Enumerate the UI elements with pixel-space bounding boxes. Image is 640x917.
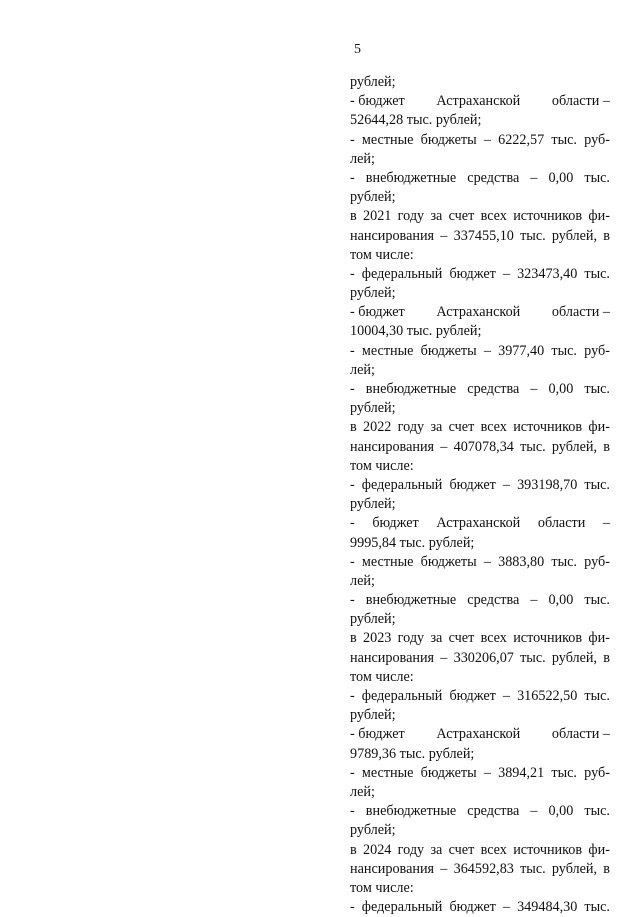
text-segment: средства bbox=[467, 803, 520, 820]
text-segment: тыс. bbox=[551, 342, 577, 359]
text-line bbox=[350, 265, 610, 284]
text-segment: тыс. bbox=[584, 803, 610, 820]
text-segment: нансирования bbox=[350, 227, 435, 244]
text-segment: рублей, bbox=[551, 438, 598, 455]
text-segment: том числе: bbox=[350, 668, 414, 685]
text-line bbox=[350, 783, 610, 802]
text-segment: источников bbox=[513, 208, 583, 225]
text-line bbox=[350, 629, 610, 648]
text-segment: тыс. bbox=[584, 688, 610, 704]
text-segment: фи- bbox=[588, 841, 610, 858]
text-line bbox=[350, 514, 610, 533]
text-segment: в bbox=[603, 438, 610, 455]
text-segment: лей; bbox=[350, 572, 375, 589]
text-segment: – bbox=[440, 649, 448, 666]
text-segment: руб- bbox=[584, 764, 610, 781]
text-line bbox=[350, 495, 610, 514]
text-segment: тыс. bbox=[520, 649, 546, 666]
document-text-column bbox=[350, 73, 610, 917]
text-segment: Астраханской bbox=[436, 304, 521, 321]
text-segment: тыс. bbox=[584, 265, 610, 282]
text-segment: внебюджетные bbox=[365, 592, 457, 609]
text-line bbox=[350, 418, 610, 437]
text-segment: - bbox=[350, 803, 355, 820]
text-segment: – bbox=[502, 688, 511, 704]
text-segment: рублей; bbox=[350, 400, 396, 417]
text-segment: в bbox=[603, 649, 610, 666]
text-segment: - bbox=[350, 265, 355, 282]
text-segment: счет bbox=[448, 208, 475, 225]
text-segment: - bbox=[350, 688, 355, 704]
page-number: 5 bbox=[354, 42, 361, 57]
text-segment: тыс. bbox=[584, 381, 610, 397]
text-segment: за bbox=[430, 208, 443, 225]
text-segment: 364592,83 bbox=[453, 860, 514, 877]
text-segment: в bbox=[350, 630, 357, 647]
text-segment: бюджет bbox=[372, 515, 419, 532]
text-segment: году bbox=[397, 419, 425, 436]
text-segment: 407078,34 bbox=[453, 438, 514, 455]
text-line bbox=[350, 73, 610, 92]
text-segment: – bbox=[530, 381, 538, 397]
text-segment: области – bbox=[551, 304, 610, 321]
text-line bbox=[350, 898, 610, 917]
text-segment: в bbox=[603, 860, 610, 877]
text-segment: – bbox=[440, 438, 448, 455]
text-segment: 316522,50 bbox=[517, 688, 578, 704]
text-line bbox=[350, 821, 610, 840]
text-segment: году bbox=[397, 841, 425, 858]
text-segment: области – bbox=[551, 93, 610, 110]
text-segment: внебюджетные bbox=[365, 169, 457, 186]
text-segment: - bbox=[350, 476, 355, 493]
text-line bbox=[350, 246, 610, 265]
text-segment: фи- bbox=[588, 419, 610, 436]
text-line bbox=[350, 725, 610, 744]
text-segment: Астраханской bbox=[436, 726, 521, 743]
text-segment: - bbox=[350, 764, 355, 781]
text-segment: тыс. bbox=[551, 764, 577, 781]
text-segment: - bbox=[350, 342, 355, 359]
text-segment: федеральный bbox=[361, 899, 443, 916]
text-segment: тыс. bbox=[520, 438, 546, 455]
text-segment: – bbox=[502, 476, 511, 493]
text-segment: рублей, bbox=[551, 860, 598, 877]
text-segment: - бюджет bbox=[350, 93, 405, 110]
text-segment: 9789,36 тыс. рублей; bbox=[350, 745, 475, 762]
text-segment: – bbox=[530, 803, 538, 820]
text-segment: – bbox=[602, 515, 610, 532]
text-segment: 3883,80 bbox=[498, 553, 545, 570]
text-segment: за bbox=[430, 419, 443, 436]
text-segment: Астраханской bbox=[436, 93, 521, 110]
text-line bbox=[350, 706, 610, 725]
text-segment: – bbox=[440, 227, 448, 244]
text-segment: - bbox=[350, 553, 355, 570]
text-segment: 393198,70 bbox=[517, 476, 578, 493]
text-segment: 0,00 bbox=[548, 381, 574, 397]
text-segment: федеральный bbox=[361, 688, 443, 704]
text-line bbox=[350, 457, 610, 476]
text-segment: тыс. bbox=[584, 476, 610, 493]
text-segment: том числе: bbox=[350, 457, 414, 474]
text-segment: - bbox=[350, 131, 355, 148]
text-segment: источников bbox=[513, 630, 583, 647]
text-segment: 2021 bbox=[363, 208, 392, 225]
text-segment: Астраханской bbox=[436, 515, 521, 532]
text-line bbox=[350, 361, 610, 380]
text-segment: – bbox=[483, 342, 491, 359]
text-segment: 330206,07 bbox=[453, 649, 514, 666]
text-line bbox=[350, 802, 610, 821]
text-line bbox=[350, 879, 610, 898]
text-segment: 0,00 bbox=[548, 803, 574, 820]
text-segment: руб- bbox=[584, 342, 610, 359]
text-segment: в bbox=[350, 208, 357, 225]
text-segment: руб- bbox=[584, 131, 610, 148]
text-segment: - bbox=[350, 899, 355, 916]
text-segment: тыс. bbox=[520, 227, 546, 244]
text-line bbox=[350, 553, 610, 572]
text-segment: всех bbox=[480, 419, 507, 436]
text-segment: 9995,84 тыс. рублей; bbox=[350, 534, 475, 551]
text-segment: области – bbox=[551, 726, 610, 743]
text-segment: лей; bbox=[350, 361, 375, 378]
text-segment: том числе: bbox=[350, 879, 414, 896]
text-segment: источников bbox=[513, 841, 583, 858]
text-segment: в bbox=[350, 419, 357, 436]
text-segment: рублей; bbox=[350, 285, 396, 302]
text-segment: – bbox=[440, 860, 448, 877]
text-segment: счет bbox=[448, 630, 475, 647]
text-segment: рублей; bbox=[350, 74, 396, 90]
text-line bbox=[350, 745, 610, 764]
text-line bbox=[350, 399, 610, 418]
text-segment: внебюджетные bbox=[365, 381, 457, 397]
text-segment: за bbox=[430, 841, 443, 858]
text-segment: рублей; bbox=[350, 611, 396, 628]
text-segment: лей; bbox=[350, 783, 375, 800]
text-segment: - bbox=[350, 592, 355, 609]
text-line bbox=[350, 476, 610, 495]
text-segment: рублей, bbox=[551, 227, 598, 244]
text-segment: – bbox=[502, 899, 511, 916]
text-segment: бюджеты bbox=[420, 131, 477, 148]
text-segment: – bbox=[530, 169, 538, 186]
text-segment: бюджет bbox=[449, 265, 496, 282]
text-segment: фи- bbox=[588, 630, 610, 647]
text-line bbox=[350, 668, 610, 687]
text-segment: бюджет bbox=[449, 688, 496, 704]
text-segment: рублей; bbox=[350, 707, 396, 724]
text-segment: 10004,30 тыс. рублей; bbox=[350, 323, 482, 340]
text-segment: – bbox=[483, 131, 491, 148]
text-segment: 0,00 bbox=[548, 592, 574, 609]
text-segment: 323473,40 bbox=[517, 265, 578, 282]
text-segment: средства bbox=[467, 381, 520, 397]
text-line bbox=[350, 150, 610, 169]
text-segment: – bbox=[502, 265, 511, 282]
text-line bbox=[350, 380, 610, 399]
text-segment: нансирования bbox=[350, 860, 435, 877]
text-segment: 2023 bbox=[363, 630, 392, 647]
text-segment: нансирования bbox=[350, 649, 435, 666]
text-segment: 2022 bbox=[363, 419, 392, 436]
text-line bbox=[350, 860, 610, 879]
text-line bbox=[350, 687, 610, 706]
text-segment: местные bbox=[361, 553, 414, 570]
text-segment: всех bbox=[480, 630, 507, 647]
text-segment: тыс. bbox=[551, 131, 577, 148]
text-segment: местные bbox=[361, 764, 414, 781]
text-segment: рублей; bbox=[350, 496, 396, 513]
text-line bbox=[350, 591, 610, 610]
text-line bbox=[350, 610, 610, 629]
text-line bbox=[350, 764, 610, 783]
text-segment: нансирования bbox=[350, 438, 435, 455]
text-line bbox=[350, 438, 610, 457]
text-segment: тыс. bbox=[584, 899, 610, 916]
text-segment: бюджеты bbox=[420, 342, 477, 359]
text-line bbox=[350, 131, 610, 150]
text-line bbox=[350, 572, 610, 591]
text-line bbox=[350, 649, 610, 668]
text-segment: 3894,21 bbox=[498, 764, 545, 781]
text-segment: средства bbox=[467, 592, 520, 609]
text-segment: счет bbox=[448, 841, 475, 858]
text-segment: - бюджет bbox=[350, 726, 405, 743]
text-line bbox=[350, 169, 610, 188]
text-line bbox=[350, 534, 610, 553]
text-segment: 349484,30 bbox=[517, 899, 578, 916]
text-segment: за bbox=[430, 630, 443, 647]
text-segment: бюджеты bbox=[420, 553, 477, 570]
text-segment: – bbox=[530, 592, 538, 609]
text-segment: рублей, bbox=[551, 649, 598, 666]
text-line bbox=[350, 322, 610, 341]
text-segment: местные bbox=[361, 342, 414, 359]
text-segment: лей; bbox=[350, 150, 375, 167]
text-segment: бюджет bbox=[449, 899, 496, 916]
text-segment: источников bbox=[513, 419, 583, 436]
text-segment: - bbox=[350, 169, 355, 186]
text-line bbox=[350, 303, 610, 322]
text-segment: в bbox=[350, 841, 357, 858]
text-segment: году bbox=[397, 630, 425, 647]
text-segment: тыс. bbox=[584, 169, 610, 186]
text-segment: фи- bbox=[588, 208, 610, 225]
text-segment: местные bbox=[361, 131, 414, 148]
text-segment: 337455,10 bbox=[453, 227, 514, 244]
text-segment: в bbox=[603, 227, 610, 244]
text-segment: - bbox=[350, 381, 355, 397]
text-segment: счет bbox=[448, 419, 475, 436]
text-line bbox=[350, 227, 610, 246]
text-segment: - бюджет bbox=[350, 304, 405, 321]
text-line bbox=[350, 92, 610, 111]
text-segment: тыс. bbox=[584, 592, 610, 609]
text-segment: том числе: bbox=[350, 246, 414, 263]
text-segment: рублей; bbox=[350, 822, 396, 839]
text-line bbox=[350, 207, 610, 226]
text-line bbox=[350, 342, 610, 361]
text-segment: 0,00 bbox=[548, 169, 574, 186]
text-line bbox=[350, 188, 610, 207]
text-segment: 6222,57 bbox=[498, 131, 545, 148]
text-segment: руб- bbox=[584, 553, 610, 570]
text-segment: – bbox=[483, 764, 491, 781]
text-segment: – bbox=[483, 553, 491, 570]
text-segment: бюджет bbox=[449, 476, 496, 493]
text-segment: всех bbox=[480, 208, 507, 225]
text-segment: - bbox=[350, 515, 355, 532]
text-segment: тыс. bbox=[520, 860, 546, 877]
text-segment: области bbox=[537, 515, 586, 532]
text-segment: 52644,28 тыс. рублей; bbox=[350, 112, 482, 129]
text-line bbox=[350, 841, 610, 860]
text-segment: бюджеты bbox=[420, 764, 477, 781]
text-line bbox=[350, 284, 610, 303]
text-segment: 3977,40 bbox=[498, 342, 545, 359]
text-segment: тыс. bbox=[551, 553, 577, 570]
text-segment: федеральный bbox=[361, 476, 443, 493]
text-segment: внебюджетные bbox=[365, 803, 457, 820]
text-segment: рублей; bbox=[350, 189, 396, 206]
text-segment: году bbox=[397, 208, 425, 225]
text-segment: 2024 bbox=[363, 841, 392, 858]
text-line bbox=[350, 111, 610, 130]
text-segment: средства bbox=[467, 169, 520, 186]
text-segment: всех bbox=[480, 841, 507, 858]
text-segment: федеральный bbox=[361, 265, 443, 282]
